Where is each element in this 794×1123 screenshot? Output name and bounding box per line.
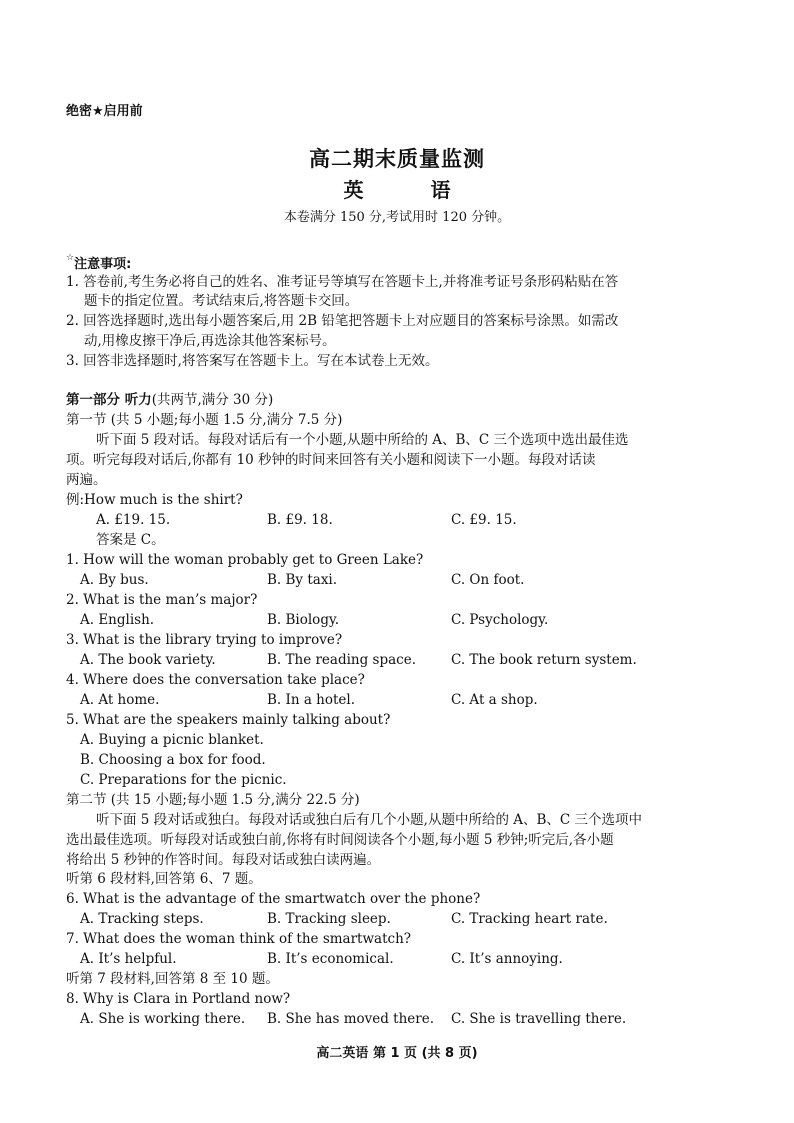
notice-item: 题卡的指定位置。考试结束后,将答题卡交回。 (84, 293, 359, 309)
section2-instruction: 选出最佳选项。听每段对话或独白前,你将有时间阅读各个小题,每小题 5 秒钟;听完后,各小题 (66, 832, 614, 848)
option-c: C. The book return system. (451, 652, 637, 668)
option-b: B. Tracking sleep. (267, 911, 391, 927)
option-c: C. It’s annoying. (451, 951, 563, 967)
option-a: A. English. (80, 612, 155, 628)
option-c: C. Psychology. (451, 612, 549, 628)
option-a: A. She is working there. (80, 1011, 246, 1027)
example-option-b: B. £9. 18. (267, 512, 333, 528)
notice-item: 2. 回答选择题时,选出每小题答案后,用 2B 铅笔把答题卡上对应题目的答案标号涂黑。如需改 (66, 313, 619, 329)
question: 2. What is the man’s major? (66, 592, 258, 608)
material-note: 听第 6 段材料,回答第 6、7 题。 (66, 871, 262, 887)
option-b: B. It’s economical. (267, 951, 394, 967)
confidential-label: 绝密★启用前 (66, 104, 143, 119)
material-note: 听第 7 段材料,回答第 8 至 10 题。 (66, 971, 279, 987)
option-b: B. In a hotel. (267, 692, 356, 708)
option-b: B. She has moved there. (267, 1011, 435, 1027)
option-b: B. Choosing a box for food. (80, 752, 266, 768)
option-a: A. The book variety. (80, 652, 216, 668)
question: 4. Where does the conversation take place? (66, 672, 365, 688)
score-time-note: 本卷满分 150 分,考试用时 120 分钟。 (283, 210, 511, 225)
option-a: A. Buying a picnic blanket. (80, 732, 264, 748)
example-question: 例:How much is the shirt? (66, 492, 243, 508)
option-b: B. Biology. (267, 612, 340, 628)
option-c: C. Tracking heart rate. (451, 911, 608, 927)
exam-subject: 英 语 (343, 178, 481, 202)
notice-item: 3. 回答非选择题时,将答案写在答题卡上。写在本试卷上无效。 (66, 353, 439, 369)
question: 7. What does the woman think of the smartwatch? (66, 931, 412, 947)
notice-item: 动,用橡皮擦干净后,再选涂其他答案标号。 (84, 333, 336, 349)
notice-item: 1. 答卷前,考生务必将自己的姓名、准考证号等填写在答题卡上,并将准考证号条形码粘贴在答 (66, 274, 619, 290)
option-b: B. By taxi. (267, 572, 338, 588)
section2-instruction: 将给出 5 秒钟的作答时间。每段对话或独白读两遍。 (66, 852, 381, 868)
question: 8. Why is Clara in Portland now? (66, 991, 291, 1007)
notice-heading: ☆注意事项: (66, 253, 132, 272)
option-c: C. Preparations for the picnic. (80, 772, 287, 788)
exam-title: 高二期末质量监测 (309, 147, 485, 171)
question: 3. What is the library trying to improve? (66, 632, 343, 648)
option-a: A. By bus. (80, 572, 149, 588)
option-c: C. On foot. (451, 572, 525, 588)
section1-instruction: 两遍。 (66, 472, 107, 488)
section2-instruction: 听下面 5 段对话或独白。每段对话或独白后有几个小题,从题中所给的 A、B、C 三个选项中 (96, 812, 643, 828)
section1-instruction: 听下面 5 段对话。每段对话后有一个小题,从题中所给的 A、B、C 三个选项中选出最佳选 (96, 432, 629, 448)
option-a: A. At home. (80, 692, 160, 708)
option-b: B. The reading space. (267, 652, 417, 668)
option-c: C. At a shop. (451, 692, 538, 708)
section2-heading: 第二节 (共 15 小题;每小题 1.5 分,满分 22.5 分) (66, 792, 360, 808)
question: 6. What is the advantage of the smartwatch over the phone? (66, 891, 481, 907)
option-a: A. It’s helpful. (80, 951, 177, 967)
part1-heading: 第一部分 听力(共两节,满分 30 分) (66, 392, 274, 408)
example-answer: 答案是 C。 (96, 532, 165, 548)
option-c: C. She is travelling there. (451, 1011, 627, 1027)
star-mark-icon: ☆ (66, 253, 75, 263)
question: 1. How will the woman probably get to Green Lake? (66, 552, 424, 568)
page-footer: 高二英语 第 1 页 (共 8 页) (316, 1046, 478, 1061)
section1-instruction: 项。听完每段对话后,你都有 10 秒钟的时间来回答有关小题和阅读下一小题。每段对话读 (66, 452, 596, 468)
question: 5. What are the speakers mainly talking about? (66, 712, 391, 728)
example-option-a: A. £19. 15. (96, 512, 171, 528)
example-option-c: C. £9. 15. (451, 512, 517, 528)
option-a: A. Tracking steps. (80, 911, 204, 927)
section1-heading: 第一节 (共 5 小题;每小题 1.5 分,满分 7.5 分) (66, 412, 343, 428)
